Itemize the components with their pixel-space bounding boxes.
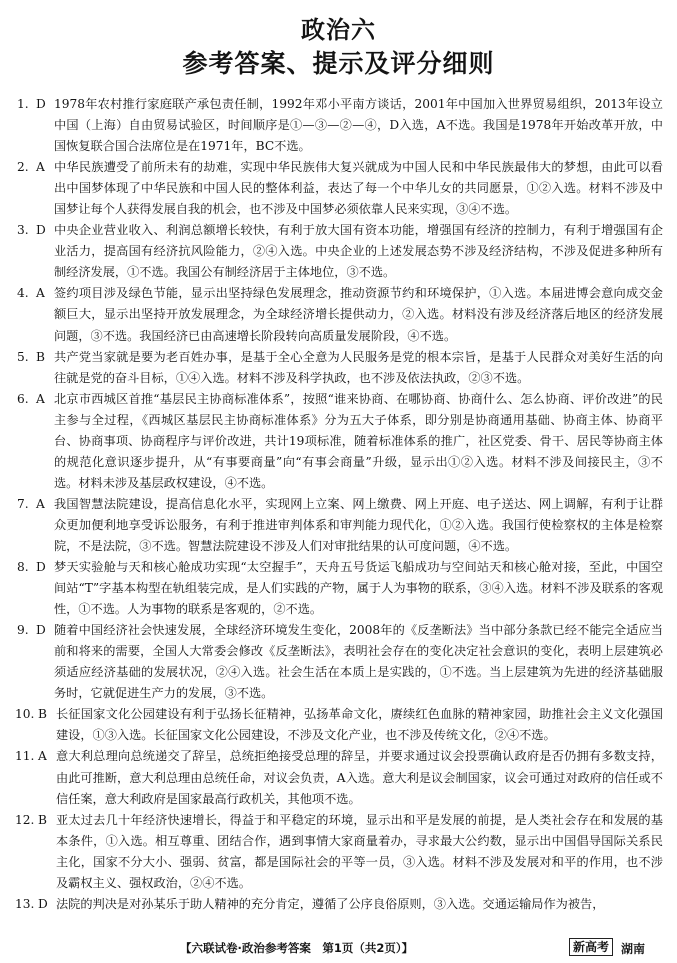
answer-item	[15, 157, 663, 220]
answer-choice: A	[36, 496, 45, 511]
answer-choice: B	[36, 349, 45, 364]
question-number: 9.	[17, 623, 29, 638]
answer-explanation: 中华民族遭受了前所未有的劫难，实现中华民族伟大复兴就成为中国人民和中华民族最伟大的梦想，由此可以看出中国梦体现了中华民族和中国人民的整体利益，表达了每一个中华儿女的共同愿景，①②入选。材料不涉及中国梦让每个人获得发展自我的机会，也不涉及中国梦必须依靠人民来实现，③④不选。	[54, 160, 663, 217]
question-number: 11.	[15, 749, 35, 764]
answer-choice: D	[36, 623, 46, 638]
answer-choice: D	[36, 560, 46, 575]
answer-explanation: 北京市西城区首推“基层民主协商标准体系”，按照“谁来协商、在哪协商、协商什么、怎么协商、评价改进”的民主参与全过程，《西城区基层民主协商标准体系》分为五大子体系，即分别是协商通用基础、协商主体、协商平台、协商事项、协商程序与评价改进，共计19项标准，随着标准体系的推广，社区党委、骨干、居民等协商主体的规范化意识逐步提升，从“有事要商量”向“有事会商量”升级，显示出①②入选。材料不涉及间接民主，③不选。材料未涉及基层政权建设，④不选。	[54, 391, 663, 490]
question-number: 3.	[17, 223, 29, 238]
answer-choice: B	[38, 812, 47, 827]
edition-badge: 新高考	[569, 938, 613, 956]
question-number: 7.	[17, 496, 29, 511]
footer-text: 【六联试卷·政治参考答案 第1页（共2页）】	[180, 941, 414, 955]
answer-choice: A	[36, 391, 45, 406]
question-number: 5.	[17, 349, 29, 364]
page-subtitle: 参考答案、提示及评分细则	[182, 49, 495, 78]
answer-item	[15, 94, 663, 157]
answer-explanation: 梦天实验舱与天和核心舱成功实现“太空握手”，天舟五号货运飞船成功与空间站天和核心舱对接，至此，中国空间站“T”字基本构型在轨组装完成，是人们实践的产物，属于人为事物的联系，③④入选。材料不涉及联系的客观性，①不选。人为事物的联系是客观的，②不选。	[54, 560, 663, 617]
page-title: 政治六	[301, 15, 376, 44]
answer-list	[15, 94, 663, 915]
question-number: 10.	[15, 707, 35, 722]
answer-item	[15, 557, 663, 620]
region-label: 湖南	[621, 942, 646, 956]
answer-explanation: 1978年农村推行家庭联产承包责任制，1992年邓小平南方谈话，2001年中国加入世界贸易组织，2013年设立中国（上海）自由贸易试验区，时间顺序是①—③—②—④，D入选，A不选。我国是1978年开始改革开放，中国恢复联合国合法席位是在1971年，BC不选。	[54, 97, 663, 154]
answer-explanation: 中央企业营业收入、利润总额增长较快，有利于放大国有资本功能，增强国有经济的控制力，有利于增强国有企业活力，提高国有经济抗风险能力，②④入选。中央企业的上述发展态势不涉及经济结构，不涉及促进多种所有制经济发展，①不选。我国公有制经济居于主体地位，③不选。	[54, 223, 663, 280]
answer-item	[15, 894, 663, 915]
answer-item	[15, 220, 663, 283]
answer-item	[15, 389, 663, 494]
question-number: 13.	[15, 896, 35, 911]
answer-choice: A	[36, 160, 45, 175]
answer-item	[15, 283, 663, 346]
question-number: 12.	[15, 812, 35, 827]
answer-choice: A	[38, 749, 47, 764]
answer-item	[15, 620, 663, 704]
answer-item	[15, 746, 663, 809]
answer-explanation: 共产党当家就是要为老百姓办事，是基于全心全意为人民服务是党的根本宗旨，是基于人民群众对美好生活的向往就是党的奋斗目标，①④入选。材料不涉及科学执政，也不涉及依法执政，②③不选。	[54, 349, 663, 385]
question-number: 1.	[17, 97, 29, 111]
question-number: 8.	[17, 560, 29, 575]
question-number: 6.	[17, 391, 29, 406]
answer-choice: D	[38, 896, 48, 911]
answer-explanation: 随着中国经济社会快速发展，全球经济环境发生变化，2008年的《反垄断法》当中部分条款已经不能完全适应当前和将来的需要，全国人大常委会修改《反垄断法》，表明社会存在的变化决定社会意识的变化，表明上层建筑必须适应经济基础的发展状况，②④入选。社会生活在本质上是实践的，①不选。当上层建筑为先进的经济基础服务时，它就促进生产力的发展，③不选。	[54, 623, 663, 701]
answer-choice: D	[36, 223, 46, 238]
answer-choice: A	[36, 286, 45, 301]
answer-item	[15, 347, 663, 389]
question-number: 4.	[17, 286, 29, 301]
answer-choice: B	[38, 707, 47, 722]
answer-explanation: 长征国家文化公园建设有利于弘扬长征精神，弘扬革命文化，赓续红色血脉的精神家园，助推社会主义文化强国建设，①③入选。长征国家文化公园建设，不涉及文化产业，也不涉及传统文化，②④不选。	[56, 707, 663, 743]
answer-item	[15, 810, 663, 894]
answer-explanation: 意大利总理向总统递交了辞呈，总统拒绝接受总理的辞呈，并要求通过议会投票确认政府是否仍拥有多数支持，由此可推断，意大利总理由总统任命，对议会负责，A入选。意大利是议会制国家，议会可通过对政府的信任或不信任案，意大利政府是国家最高行政机关，其他项不选。	[56, 749, 663, 806]
answer-explanation: 签约项目涉及绿色节能，显示出坚持绿色发展理念，推动资源节约和环境保护，①入选。本届进博会意向成交金额巨大，显示出坚持开放发展理念，为全球经济增长提供动力，②入选。材料没有涉及经济落后地区的经济发展问题，③不选。我国经济已由高速增长阶段转向高质量发展阶段，④不选。	[54, 286, 663, 343]
question-number: 2.	[17, 160, 29, 175]
answer-explanation: 亚太过去几十年经济快速增长，得益于和平稳定的环境，显示出和平是发展的前提，是人类社会存在和发展的基本条件，①入选。相互尊重、团结合作，遇到事情大家商量着办，寻求最大公约数，显示出中国倡导国际关系民主化，国家不分大小、强弱、贫富，都是国际社会的平等一员，③入选。材料不涉及发展对和平的作用，也不涉及霸权主义、强权政治，②④不选。	[56, 812, 663, 890]
answer-item	[15, 704, 663, 746]
answer-choice: D	[36, 97, 46, 111]
answer-item	[15, 494, 663, 557]
answer-explanation: 我国智慧法院建设，提高信息化水平，实现网上立案、网上缴费、网上开庭、电子送达、网上调解，有利于让群众更加便利地享受诉讼服务，有利于推进审判体系和审判能力现代化，①②入选。我国行使检察权的主体是检察院，不是法院，③不选。智慧法院建设不涉及人们对审批结果的认可度问题，④不选。	[54, 496, 663, 553]
answer-explanation: 法院的判决是对孙某乐于助人精神的充分肯定，遵循了公序良俗原则，③入选。交通运输局作为被告，	[56, 896, 605, 911]
